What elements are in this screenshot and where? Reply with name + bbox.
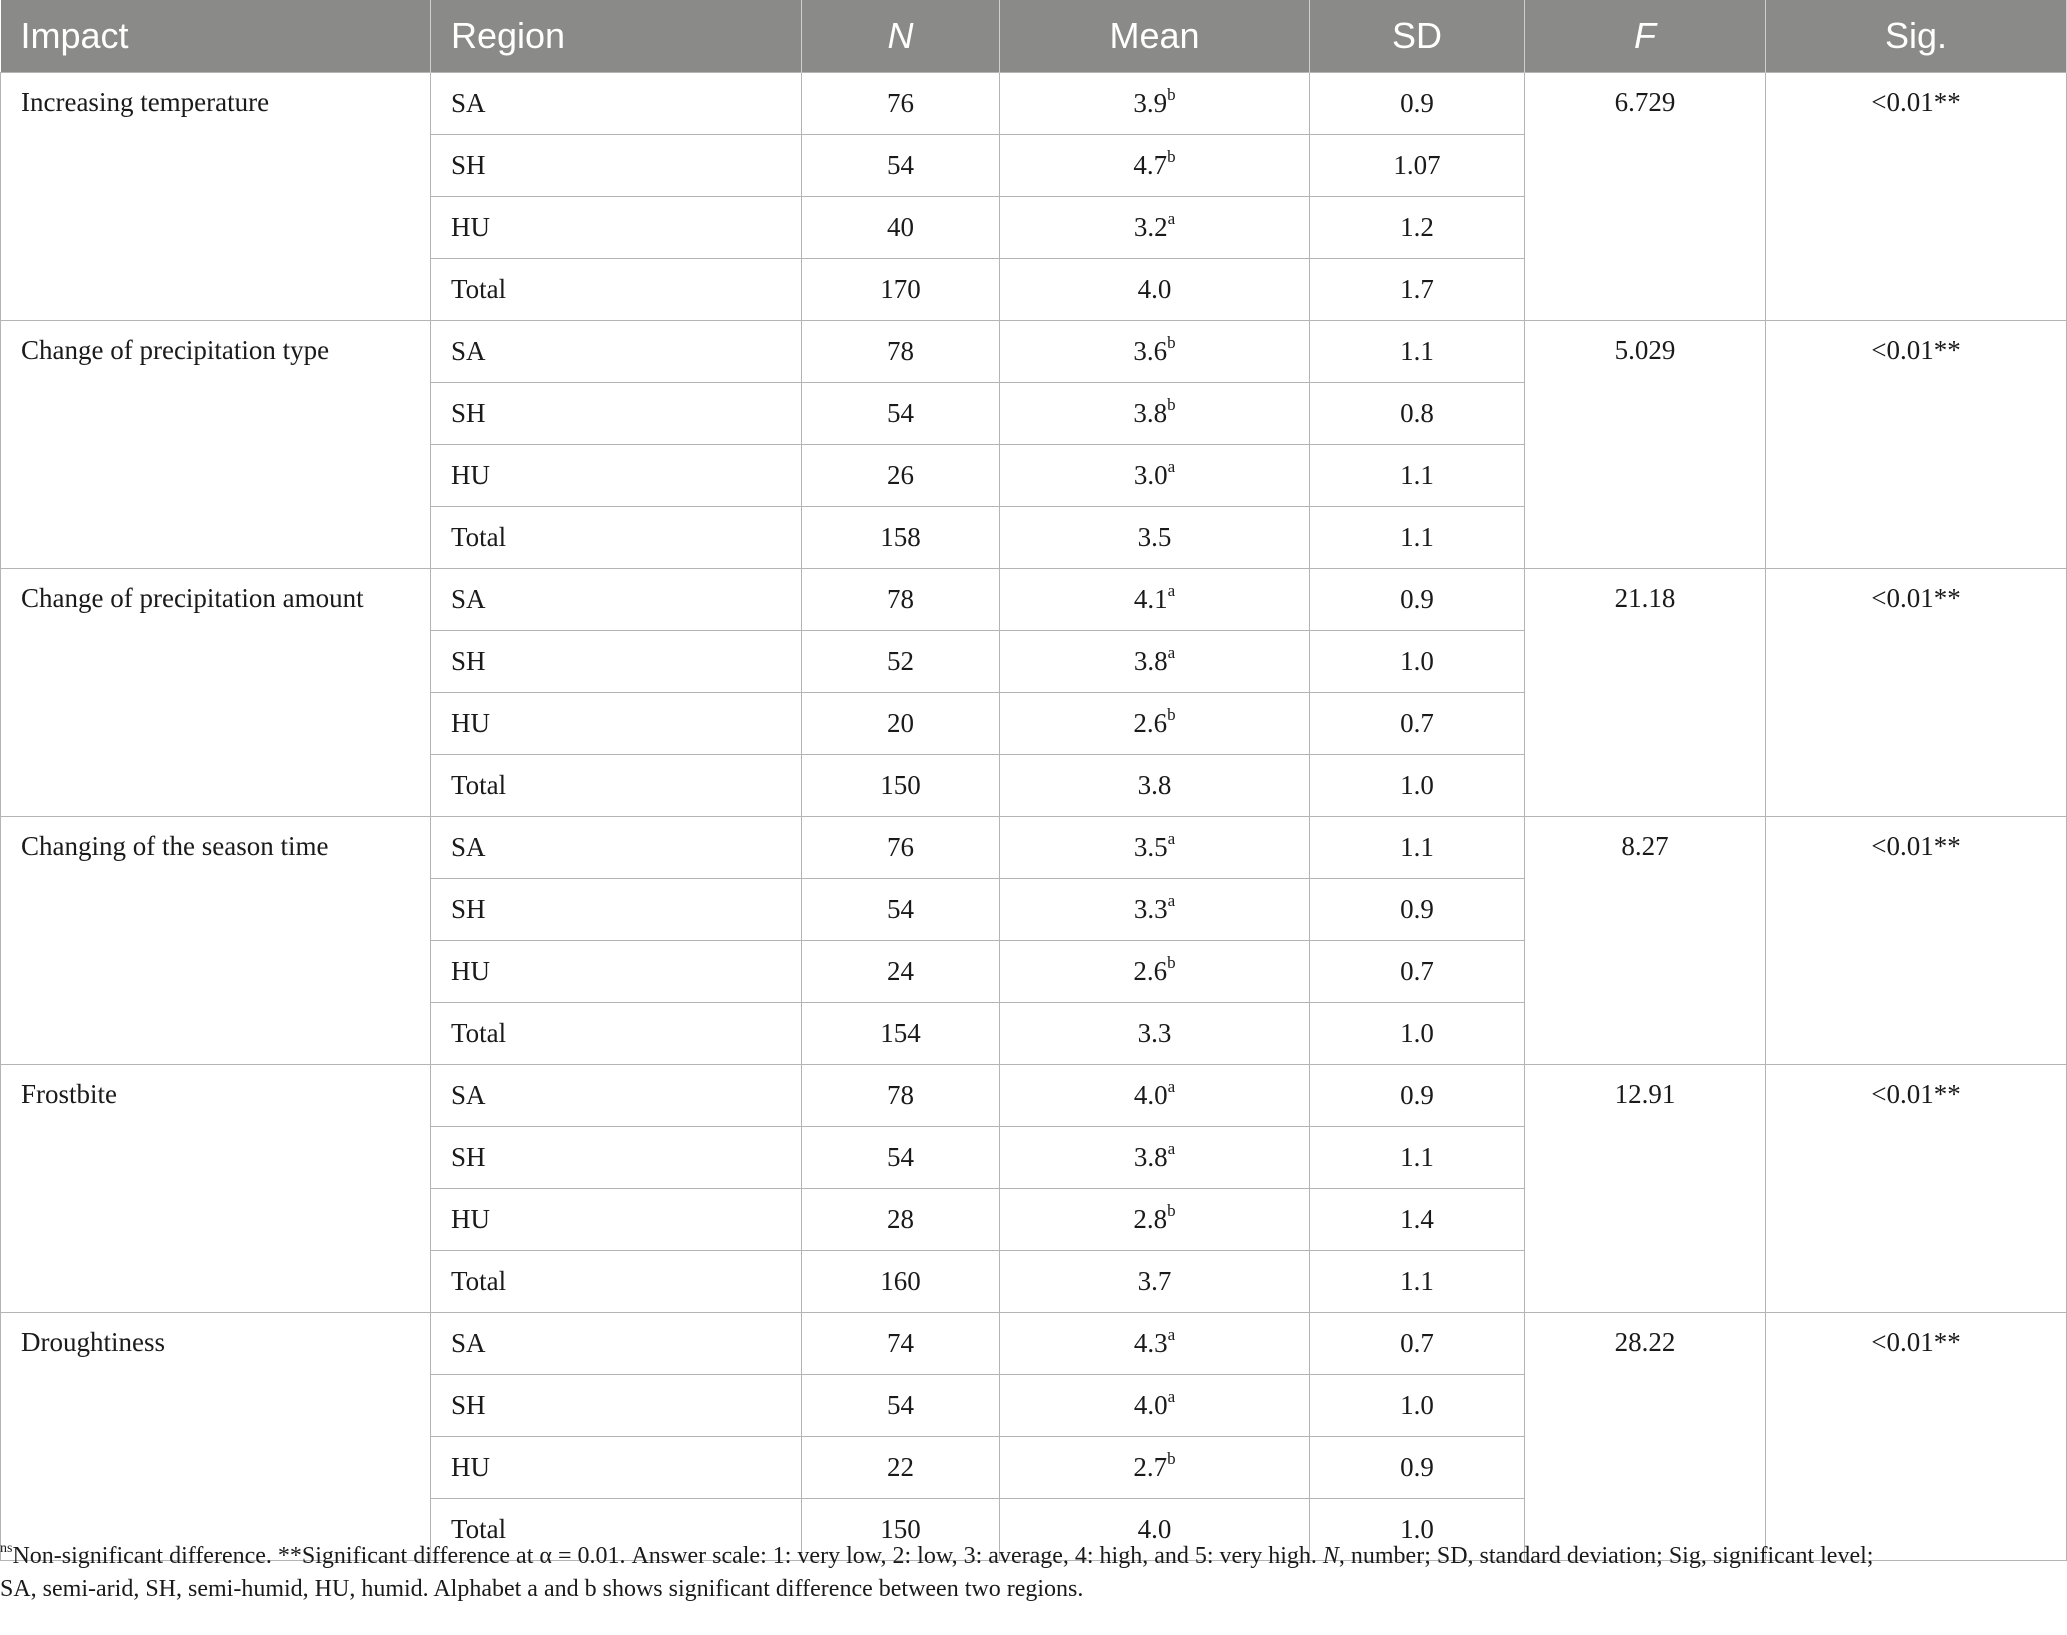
f-cell: 12.91 <box>1525 1065 1766 1313</box>
sd-cell: 1.0 <box>1310 755 1525 817</box>
region-cell: Total <box>431 1251 802 1313</box>
region-cell: SA <box>431 817 802 879</box>
sd-cell: 1.1 <box>1310 507 1525 569</box>
footnote-text: Non-significant difference. **Significant difference at α = 0.01. Answer scale: 1: very low, 2: low, 3: average, 4: high, and 5: very high. <box>12 1543 1323 1569</box>
mean-value: 3.6 <box>1133 336 1168 366</box>
n-cell: 52 <box>802 631 1000 693</box>
region-cell: SH <box>431 135 802 197</box>
sig-cell: <0.01** <box>1766 569 2067 817</box>
mean-value: 3.8 <box>1133 398 1168 428</box>
mean-value: 4.7 <box>1133 150 1168 180</box>
impact-cell: Frostbite <box>1 1065 431 1313</box>
region-cell: SH <box>431 1127 802 1189</box>
significance-letter: b <box>1167 85 1176 104</box>
mean-cell <box>1000 507 1310 569</box>
n-cell: 160 <box>802 1251 1000 1313</box>
header-impact: Impact <box>1 0 431 73</box>
sd-cell: 0.9 <box>1310 569 1525 631</box>
sd-cell: 1.1 <box>1310 1251 1525 1313</box>
sd-cell: 1.0 <box>1310 1499 1525 1561</box>
mean-cell <box>1000 631 1310 693</box>
table-body <box>1 73 2067 1561</box>
n-cell: 158 <box>802 507 1000 569</box>
mean-value: 4.0 <box>1133 1390 1168 1420</box>
n-cell: 40 <box>802 197 1000 259</box>
sd-cell: 0.9 <box>1310 1065 1525 1127</box>
footnote-n-abbr: N <box>1322 1543 1339 1569</box>
n-cell: 28 <box>802 1189 1000 1251</box>
mean-value: 4.0 <box>1137 1514 1172 1544</box>
sig-cell: <0.01** <box>1766 321 2067 569</box>
region-cell: HU <box>431 693 802 755</box>
sd-cell: 1.1 <box>1310 1127 1525 1189</box>
mean-cell <box>1000 1003 1310 1065</box>
region-cell: SA <box>431 73 802 135</box>
significance-letter: b <box>1167 333 1176 352</box>
header-n: N <box>802 0 1000 73</box>
mean-cell <box>1000 879 1310 941</box>
header-row <box>1 0 2067 73</box>
n-cell: 22 <box>802 1437 1000 1499</box>
mean-value: 4.0 <box>1137 274 1172 304</box>
header-sig: Sig. <box>1766 0 2067 73</box>
mean-cell <box>1000 1313 1310 1375</box>
header-region: Region <box>431 0 802 73</box>
significance-letter: a <box>1167 581 1176 600</box>
n-cell: 154 <box>802 1003 1000 1065</box>
sd-cell: 1.07 <box>1310 135 1525 197</box>
significance-letter: a <box>1167 1077 1176 1096</box>
mean-cell <box>1000 321 1310 383</box>
impact-cell: Increasing temperature <box>1 73 431 321</box>
f-cell: 8.27 <box>1525 817 1766 1065</box>
mean-value: 2.7 <box>1133 1452 1168 1482</box>
region-cell: Total <box>431 507 802 569</box>
significance-letter: a <box>1167 209 1176 228</box>
significance-letter: a <box>1167 1387 1176 1406</box>
significance-letter: b <box>1167 1449 1176 1468</box>
impact-cell: Change of precipitation amount <box>1 569 431 817</box>
region-cell: SH <box>431 1375 802 1437</box>
footnote-ns-mark: ns <box>0 1541 13 1556</box>
mean-cell <box>1000 569 1310 631</box>
significance-letter: b <box>1167 147 1176 166</box>
sd-cell: 0.7 <box>1310 1313 1525 1375</box>
mean-value: 4.3 <box>1133 1328 1168 1358</box>
mean-cell <box>1000 1065 1310 1127</box>
region-cell: HU <box>431 197 802 259</box>
region-cell: SA <box>431 1065 802 1127</box>
significance-letter: b <box>1167 1201 1176 1220</box>
mean-cell <box>1000 1189 1310 1251</box>
sd-cell: 0.9 <box>1310 1437 1525 1499</box>
f-cell: 21.18 <box>1525 569 1766 817</box>
mean-cell <box>1000 445 1310 507</box>
impact-cell: Changing of the season time <box>1 817 431 1065</box>
n-cell: 78 <box>802 569 1000 631</box>
sd-cell: 1.0 <box>1310 631 1525 693</box>
sd-cell: 1.1 <box>1310 817 1525 879</box>
n-cell: 76 <box>802 817 1000 879</box>
sig-cell: <0.01** <box>1766 1313 2067 1561</box>
n-cell: 170 <box>802 259 1000 321</box>
mean-value: 2.6 <box>1133 956 1168 986</box>
mean-value: 3.0 <box>1133 460 1168 490</box>
mean-value: 3.5 <box>1133 832 1168 862</box>
mean-value: 3.8 <box>1133 646 1168 676</box>
mean-cell <box>1000 1437 1310 1499</box>
mean-value: 2.6 <box>1133 708 1168 738</box>
sd-cell: 1.1 <box>1310 321 1525 383</box>
mean-cell <box>1000 259 1310 321</box>
mean-value: 3.3 <box>1133 894 1168 924</box>
significance-letter: a <box>1167 891 1176 910</box>
significance-letter: a <box>1167 1139 1176 1158</box>
f-cell: 5.029 <box>1525 321 1766 569</box>
n-cell: 150 <box>802 755 1000 817</box>
n-cell: 76 <box>802 73 1000 135</box>
significance-letter: b <box>1167 395 1176 414</box>
mean-cell <box>1000 1251 1310 1313</box>
n-cell: 26 <box>802 445 1000 507</box>
mean-cell <box>1000 1375 1310 1437</box>
n-cell: 54 <box>802 879 1000 941</box>
table-row <box>1 569 2067 631</box>
table-footnote <box>0 1540 2066 1606</box>
f-cell: 28.22 <box>1525 1313 1766 1561</box>
region-cell: SH <box>431 383 802 445</box>
table-row <box>1 73 2067 135</box>
table-row <box>1 321 2067 383</box>
region-cell: HU <box>431 1437 802 1499</box>
header-f: F <box>1525 0 1766 73</box>
mean-value: 3.8 <box>1137 770 1172 800</box>
region-cell: HU <box>431 1189 802 1251</box>
region-cell: Total <box>431 1003 802 1065</box>
n-cell: 74 <box>802 1313 1000 1375</box>
sd-cell: 1.7 <box>1310 259 1525 321</box>
sd-cell: 1.0 <box>1310 1003 1525 1065</box>
sd-cell: 0.7 <box>1310 941 1525 1003</box>
impact-cell: Change of precipitation type <box>1 321 431 569</box>
n-cell: 54 <box>802 1375 1000 1437</box>
region-cell: Total <box>431 755 802 817</box>
mean-cell <box>1000 941 1310 1003</box>
sd-cell: 1.1 <box>1310 445 1525 507</box>
n-cell: 54 <box>802 135 1000 197</box>
mean-cell <box>1000 197 1310 259</box>
mean-value: 4.1 <box>1133 584 1168 614</box>
sig-cell: <0.01** <box>1766 817 2067 1065</box>
table-row <box>1 817 2067 879</box>
region-cell: Total <box>431 259 802 321</box>
significance-letter: b <box>1167 705 1176 724</box>
mean-cell <box>1000 383 1310 445</box>
significance-letter: a <box>1167 643 1176 662</box>
region-cell: SH <box>431 879 802 941</box>
mean-value: 3.7 <box>1137 1266 1172 1296</box>
mean-value: 3.2 <box>1133 212 1168 242</box>
mean-cell <box>1000 755 1310 817</box>
region-cell: SA <box>431 569 802 631</box>
mean-cell <box>1000 1127 1310 1189</box>
significance-letter: a <box>1167 457 1176 476</box>
mean-value: 3.5 <box>1137 522 1172 552</box>
header-sd: SD <box>1310 0 1525 73</box>
significance-letter: b <box>1167 953 1176 972</box>
mean-cell <box>1000 135 1310 197</box>
n-cell: 54 <box>802 1127 1000 1189</box>
n-cell: 20 <box>802 693 1000 755</box>
mean-cell <box>1000 817 1310 879</box>
region-cell: Total <box>431 1499 802 1561</box>
region-cell: HU <box>431 445 802 507</box>
sd-cell: 1.0 <box>1310 1375 1525 1437</box>
mean-value: 3.9 <box>1133 88 1168 118</box>
sd-cell: 0.9 <box>1310 73 1525 135</box>
significance-letter: a <box>1167 1325 1176 1344</box>
mean-cell <box>1000 73 1310 135</box>
significance-letter: a <box>1167 829 1176 848</box>
f-cell: 6.729 <box>1525 73 1766 321</box>
sd-cell: 1.4 <box>1310 1189 1525 1251</box>
footnote-text-rest: , number; SD, standard deviation; Sig, significant level; <box>1338 1543 1874 1569</box>
region-cell: SA <box>431 321 802 383</box>
table-row <box>1 1065 2067 1127</box>
sig-cell: <0.01** <box>1766 1065 2067 1313</box>
table-row <box>1 1313 2067 1375</box>
sd-cell: 1.2 <box>1310 197 1525 259</box>
footnote-line-2: SA, semi-arid, SH, semi-humid, HU, humid. Alphabet a and b shows significant difference between two regions. <box>0 1576 1084 1602</box>
region-cell: SH <box>431 631 802 693</box>
mean-value: 4.0 <box>1133 1080 1168 1110</box>
mean-cell <box>1000 693 1310 755</box>
n-cell: 24 <box>802 941 1000 1003</box>
n-cell: 78 <box>802 1065 1000 1127</box>
header-mean: Mean <box>1000 0 1310 73</box>
mean-value: 3.3 <box>1137 1018 1172 1048</box>
n-cell: 150 <box>802 1499 1000 1561</box>
sd-cell: 0.8 <box>1310 383 1525 445</box>
mean-value: 3.8 <box>1133 1142 1168 1172</box>
region-cell: SA <box>431 1313 802 1375</box>
sd-cell: 0.9 <box>1310 879 1525 941</box>
mean-value: 2.8 <box>1133 1204 1168 1234</box>
impact-cell: Droughtiness <box>1 1313 431 1561</box>
sig-cell: <0.01** <box>1766 73 2067 321</box>
sd-cell: 0.7 <box>1310 693 1525 755</box>
n-cell: 78 <box>802 321 1000 383</box>
region-cell: HU <box>431 941 802 1003</box>
n-cell: 54 <box>802 383 1000 445</box>
